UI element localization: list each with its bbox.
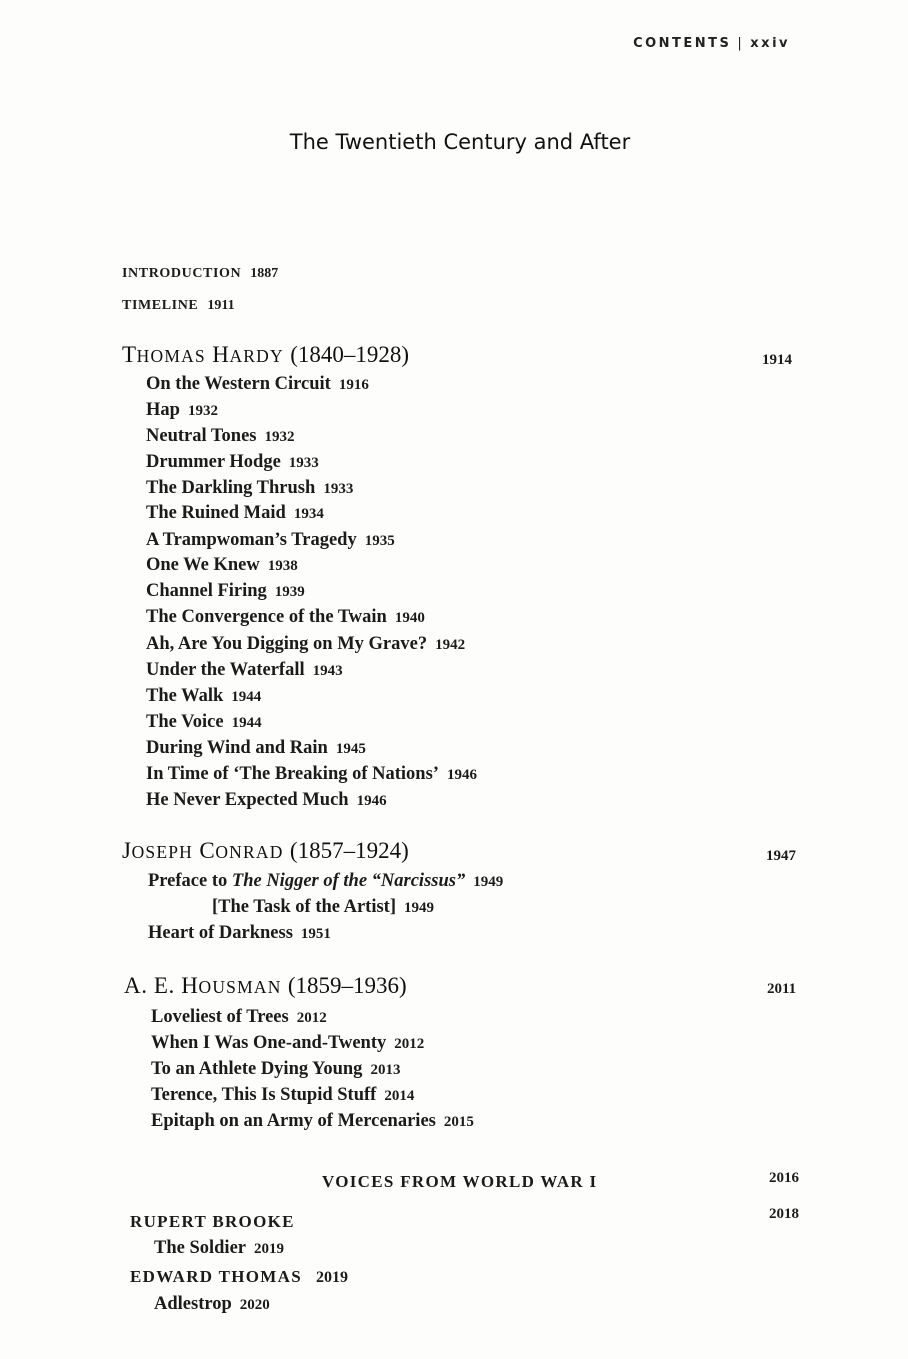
entry-title: Heart of Darkness bbox=[148, 923, 293, 943]
toc-introduction[interactable] bbox=[122, 266, 278, 282]
toc-entry[interactable] bbox=[146, 426, 295, 447]
toc-entry-soldier[interactable] bbox=[154, 1238, 284, 1259]
hardy-last-rest: ARDY bbox=[229, 346, 284, 366]
entry-page: 1933 bbox=[323, 481, 354, 497]
entry-page: 1916 bbox=[338, 377, 369, 393]
introduction-page: 1887 bbox=[250, 266, 279, 281]
entry-title: Terence, This Is Stupid Stuff bbox=[151, 1085, 377, 1105]
entry-title: Adlestrop bbox=[154, 1294, 232, 1314]
entry-title: Ah, Are You Digging on My Grave? bbox=[146, 634, 428, 654]
conrad-dates: (1857–1924) bbox=[289, 838, 409, 863]
entry-title: Neutral Tones bbox=[146, 426, 257, 446]
brooke-page: 2018 bbox=[769, 1206, 799, 1222]
section-heading-voices[interactable]: VOICES FROM WORLD WAR I bbox=[322, 1172, 598, 1191]
entry-page: 1946 bbox=[356, 793, 387, 809]
toc-entry[interactable] bbox=[146, 555, 298, 576]
thomas-name: EDWARD THOMAS bbox=[130, 1267, 302, 1286]
entry-page: 1939 bbox=[274, 584, 305, 600]
toc-entry[interactable] bbox=[146, 374, 369, 395]
entry-page: 1940 bbox=[394, 610, 425, 626]
entry-page: 2019 bbox=[254, 1241, 284, 1257]
hardy-first-rest: HOMAS bbox=[136, 346, 206, 366]
introduction-label: INTRODUCTION bbox=[122, 266, 242, 281]
entry-page: 1935 bbox=[364, 533, 395, 549]
housman-last-rest: OUSMAN bbox=[198, 977, 282, 997]
timeline-label: TIMELINE bbox=[122, 298, 199, 313]
entry-title: A Trampwoman’s Tragedy bbox=[146, 530, 357, 550]
entry-title: When I Was One-and-Twenty bbox=[151, 1033, 387, 1053]
author-heading-hardy[interactable] bbox=[122, 342, 409, 368]
entry-page: 1944 bbox=[231, 715, 262, 731]
entry-title: [The Task of the Artist] bbox=[212, 897, 396, 917]
toc-entry[interactable] bbox=[146, 764, 477, 785]
preface-italic-title: The Nigger of the “Narcissus” bbox=[231, 871, 466, 891]
housman-last-initial: H bbox=[181, 973, 199, 998]
toc-entry[interactable] bbox=[151, 1111, 474, 1132]
entry-page: 1951 bbox=[300, 926, 331, 942]
hardy-last-initial: H bbox=[212, 342, 230, 367]
entry-title: The Voice bbox=[146, 712, 224, 732]
entry-page: 1945 bbox=[335, 741, 366, 757]
entry-title: Under the Waterfall bbox=[146, 660, 305, 680]
toc-entry[interactable] bbox=[146, 530, 395, 551]
conrad-first-initial: J bbox=[122, 838, 132, 863]
entry-title: On the Western Circuit bbox=[146, 374, 331, 394]
toc-entry[interactable] bbox=[146, 478, 353, 499]
voices-page: 2016 bbox=[769, 1170, 799, 1186]
housman-page: 2011 bbox=[767, 981, 797, 997]
toc-entry[interactable] bbox=[146, 634, 465, 655]
running-head-label: CONTENTS bbox=[633, 36, 732, 51]
entry-title: Epitaph on an Army of Mercenaries bbox=[151, 1111, 436, 1131]
toc-entry[interactable] bbox=[151, 1059, 400, 1080]
hardy-dates: (1840–1928) bbox=[290, 342, 410, 367]
toc-entry[interactable] bbox=[146, 738, 366, 759]
toc-entry[interactable] bbox=[146, 400, 218, 421]
thomas-page: 2019 bbox=[315, 1269, 348, 1286]
conrad-last-rest: ONRAD bbox=[215, 842, 284, 862]
hardy-first-initial: T bbox=[122, 342, 137, 367]
entry-title: Drummer Hodge bbox=[146, 452, 281, 472]
toc-entry-heart[interactable] bbox=[148, 923, 331, 944]
entry-page: 1932 bbox=[187, 403, 218, 419]
toc-entry[interactable] bbox=[146, 790, 387, 811]
author-heading-housman[interactable] bbox=[124, 973, 407, 999]
entry-page: 1949 bbox=[473, 874, 504, 890]
toc-entry[interactable] bbox=[151, 1085, 414, 1106]
toc-entry[interactable] bbox=[146, 503, 324, 524]
hardy-page: 1914 bbox=[762, 352, 792, 368]
entry-page: 2013 bbox=[370, 1062, 401, 1078]
entry-page: 1938 bbox=[267, 558, 298, 574]
running-head-page: xxiv bbox=[750, 36, 790, 51]
entry-title: He Never Expected Much bbox=[146, 790, 349, 810]
entry-title: In Time of ‘The Breaking of Nations’ bbox=[146, 764, 439, 784]
toc-entry-adlestrop[interactable] bbox=[154, 1294, 270, 1315]
entry-page: 2020 bbox=[239, 1297, 270, 1313]
conrad-first-rest: OSEPH bbox=[131, 842, 193, 862]
entry-title: Hap bbox=[146, 400, 180, 420]
entry-title: The Walk bbox=[146, 686, 224, 706]
entry-page: 2014 bbox=[384, 1088, 415, 1104]
entry-page: 1946 bbox=[446, 767, 477, 783]
entry-title: During Wind and Rain bbox=[146, 738, 328, 758]
running-head bbox=[633, 36, 790, 51]
author-brooke[interactable]: RUPERT BROOKE bbox=[130, 1212, 295, 1231]
toc-entry[interactable] bbox=[151, 1007, 327, 1028]
preface-prefix: Preface to bbox=[148, 871, 228, 891]
toc-entry-preface[interactable] bbox=[148, 871, 503, 892]
housman-dates: (1859–1936) bbox=[287, 973, 407, 998]
toc-entry[interactable] bbox=[146, 607, 425, 628]
entry-page: 1944 bbox=[231, 689, 262, 705]
author-heading-conrad[interactable] bbox=[122, 838, 409, 864]
entry-title: Channel Firing bbox=[146, 581, 267, 601]
conrad-last-initial: C bbox=[199, 838, 216, 863]
toc-entry[interactable] bbox=[151, 1033, 424, 1054]
running-head-separator: | bbox=[737, 36, 745, 51]
entry-page: 2012 bbox=[394, 1036, 425, 1052]
entry-page: 1949 bbox=[404, 900, 434, 916]
entry-page: 1942 bbox=[435, 637, 466, 653]
entry-title: Loveliest of Trees bbox=[151, 1007, 289, 1027]
toc-entry[interactable] bbox=[146, 686, 261, 707]
housman-initials: A. E. bbox=[124, 973, 182, 998]
entry-page: 1932 bbox=[264, 429, 295, 445]
author-thomas[interactable] bbox=[130, 1267, 348, 1287]
entry-page: 1943 bbox=[312, 663, 343, 679]
conrad-page: 1947 bbox=[766, 848, 796, 864]
part-title: The Twentieth Century and After bbox=[289, 130, 631, 154]
toc-entry-task[interactable] bbox=[212, 897, 434, 918]
entry-page: 2012 bbox=[296, 1010, 327, 1026]
entry-page: 1933 bbox=[288, 455, 319, 471]
entry-page: 1934 bbox=[293, 506, 324, 522]
entry-title: The Ruined Maid bbox=[146, 503, 286, 523]
toc-entry[interactable] bbox=[146, 581, 305, 602]
toc-entry[interactable] bbox=[146, 660, 343, 681]
entry-title: The Darkling Thrush bbox=[146, 478, 316, 498]
toc-entry[interactable] bbox=[146, 452, 319, 473]
timeline-page: 1911 bbox=[207, 298, 235, 313]
entry-page: 2015 bbox=[443, 1114, 474, 1130]
toc-entry[interactable] bbox=[146, 712, 262, 733]
entry-title: The Soldier bbox=[154, 1238, 246, 1258]
entry-title: One We Knew bbox=[146, 555, 260, 575]
toc-timeline[interactable] bbox=[122, 298, 235, 314]
entry-title: The Convergence of the Twain bbox=[146, 607, 387, 627]
entry-title: To an Athlete Dying Young bbox=[151, 1059, 363, 1079]
